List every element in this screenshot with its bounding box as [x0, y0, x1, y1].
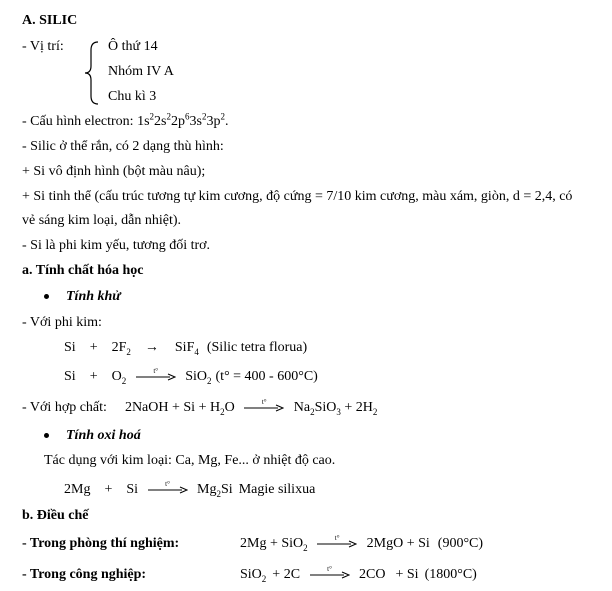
chem-props-heading: a. Tính chất hóa học: [22, 263, 144, 278]
equation-naoh: - Với hợp chất: 2NaOH + $Si + H_2O$ t° $Na_2SiO_3 + 2H_2$: [22, 397, 378, 417]
curly-brace-icon: [82, 40, 102, 106]
equation-industry: SiO$_2$ + 2C t° 2CO + Si (1800°C): [240, 564, 477, 584]
prep-heading: b. Điều chế: [22, 508, 89, 523]
heat-arrow-icon: t°: [310, 570, 350, 580]
position-item-cell: Ô thứ 14: [108, 39, 158, 54]
heat-arrow-icon: t°: [148, 485, 188, 495]
allotropes-line: - Silic ở thể rắn, có 2 dạng thù hình:: [22, 139, 224, 154]
bullet-icon: [44, 433, 49, 438]
position-label: - Vị trí:: [22, 39, 64, 54]
heat-arrow-icon: t°: [136, 372, 176, 382]
heat-arrow-icon: t°: [244, 403, 284, 413]
position-item-period: Chu kì 3: [108, 89, 157, 104]
section-title: A. SILIC: [22, 13, 78, 28]
crystal-line-1: + Si tinh thể (cấu trúc tương tự kim cương, độ cứng = 7/10 kim cương, màu xám, giòn, d = 2,4, có: [22, 189, 573, 204]
oxidizing-description: Tác dụng với kim loại: Ca, Mg, Fe... ở nhiệt độ cao.: [44, 453, 336, 468]
electron-config: - Cấu hình electron: $1s^22s^22p^63s^23p^2$.: [22, 111, 229, 129]
position-item-group: Nhóm IV A: [108, 64, 174, 79]
equation-si-f2: $Si + 2F_2 \to SiF_4$ (Silic tetra florua): [64, 340, 308, 357]
heat-arrow-icon: t°: [317, 539, 357, 549]
industry-label: - Trong công nghiệp:: [22, 567, 147, 582]
crystal-line-2: vẻ sáng kim loại, dẫn nhiệt).: [22, 213, 182, 228]
weak-nonmetal-line: - Si là phi kim yếu, tương đối trơ.: [22, 238, 211, 253]
with-nonmetal-label: - Với phi kim:: [22, 315, 102, 330]
equation-mg-si: 2Mg + Si t° $Mg_2Si$ Magie silixua: [64, 479, 316, 499]
equation-lab: 2Mg + SiO$_2$ t° 2MgO + Si (900°C): [240, 533, 484, 553]
lab-label: - Trong phòng thí nghiệm:: [22, 536, 180, 551]
reducing-heading: Tính khử: [44, 288, 121, 306]
amorphous-line: + Si vô định hình (bột màu nâu);: [22, 164, 206, 179]
equation-si-o2: $Si + O_2$ t° SiO$_2$ (t° = 400 - 600°C): [64, 366, 318, 386]
bullet-icon: [44, 294, 49, 299]
oxidizing-heading: Tính oxi hoá: [44, 427, 141, 445]
